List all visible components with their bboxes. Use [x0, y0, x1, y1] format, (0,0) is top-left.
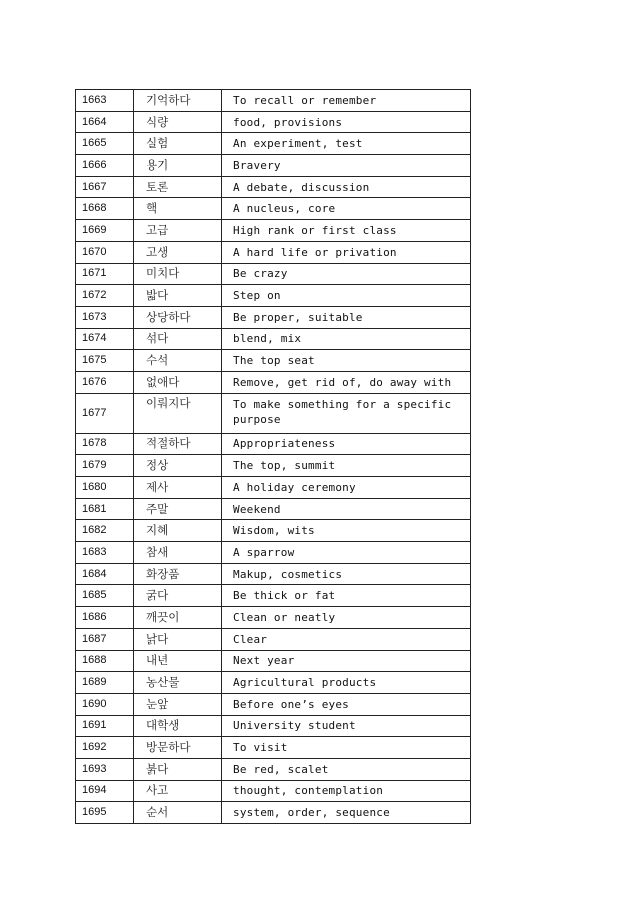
- table-row: [76, 455, 471, 477]
- english-meaning-cell: Next year: [222, 650, 471, 672]
- english-meaning-cell: Be crazy: [222, 263, 471, 285]
- korean-word-cell: 눈앞: [134, 693, 222, 715]
- english-meaning-cell: Be proper, suitable: [222, 306, 471, 328]
- english-meaning-cell: A sparrow: [222, 542, 471, 564]
- table-row: [76, 198, 471, 220]
- korean-word-cell: 대학생: [134, 715, 222, 737]
- table-row: [76, 607, 471, 629]
- entry-number-cell: 1677: [76, 393, 134, 433]
- table-row: [76, 650, 471, 672]
- english-meaning-cell: system, order, sequence: [222, 802, 471, 824]
- korean-word-cell: 핵: [134, 198, 222, 220]
- entry-number-cell: 1687: [76, 628, 134, 650]
- korean-word-cell: 붉다: [134, 758, 222, 780]
- table-row: [76, 155, 471, 177]
- table-row: [76, 498, 471, 520]
- english-meaning-cell: Clear: [222, 628, 471, 650]
- table-row: [76, 520, 471, 542]
- korean-word-cell: 낡다: [134, 628, 222, 650]
- english-meaning-cell: Bravery: [222, 155, 471, 177]
- table-row: [76, 393, 471, 433]
- korean-word-cell: 기억하다: [134, 90, 222, 112]
- entry-number-cell: 1694: [76, 780, 134, 802]
- entry-number-cell: 1670: [76, 241, 134, 263]
- korean-word-cell: 굵다: [134, 585, 222, 607]
- table-row: [76, 350, 471, 372]
- english-meaning-cell: Makup, cosmetics: [222, 563, 471, 585]
- entry-number-cell: 1686: [76, 607, 134, 629]
- entry-number-cell: 1685: [76, 585, 134, 607]
- table-row: [76, 477, 471, 499]
- table-row: [76, 628, 471, 650]
- entry-number-cell: 1664: [76, 111, 134, 133]
- english-meaning-cell: Remove, get rid of, do away with: [222, 371, 471, 393]
- table-row: [76, 672, 471, 694]
- korean-word-cell: 수석: [134, 350, 222, 372]
- korean-word-cell: 화장품: [134, 563, 222, 585]
- entry-number-cell: 1666: [76, 155, 134, 177]
- korean-word-cell: 깨끗이: [134, 607, 222, 629]
- english-meaning-cell: Weekend: [222, 498, 471, 520]
- english-meaning-cell: The top seat: [222, 350, 471, 372]
- english-meaning-cell: To make something for a specific purpose: [222, 393, 471, 433]
- table-row: [76, 737, 471, 759]
- korean-word-cell: 고급: [134, 220, 222, 242]
- korean-word-cell: 순서: [134, 802, 222, 824]
- entry-number-cell: 1684: [76, 563, 134, 585]
- english-meaning-cell: To recall or remember: [222, 90, 471, 112]
- english-meaning-cell: A hard life or privation: [222, 241, 471, 263]
- korean-word-cell: 제사: [134, 477, 222, 499]
- korean-word-cell: 참새: [134, 542, 222, 564]
- table-row: [76, 563, 471, 585]
- korean-word-cell: 사고: [134, 780, 222, 802]
- english-meaning-cell: Step on: [222, 285, 471, 307]
- english-meaning-cell: A holiday ceremony: [222, 477, 471, 499]
- english-meaning-cell: food, provisions: [222, 111, 471, 133]
- table-row: [76, 176, 471, 198]
- english-meaning-cell: thought, contemplation: [222, 780, 471, 802]
- table-row: [76, 306, 471, 328]
- english-meaning-cell: blend, mix: [222, 328, 471, 350]
- entry-number-cell: 1672: [76, 285, 134, 307]
- table-row: [76, 111, 471, 133]
- english-meaning-cell: University student: [222, 715, 471, 737]
- table-row: [76, 241, 471, 263]
- korean-word-cell: 이뤄지다: [134, 393, 222, 433]
- korean-word-cell: 용기: [134, 155, 222, 177]
- entry-number-cell: 1675: [76, 350, 134, 372]
- entry-number-cell: 1693: [76, 758, 134, 780]
- table-row: [76, 758, 471, 780]
- english-meaning-cell: Agricultural products: [222, 672, 471, 694]
- korean-word-cell: 주말: [134, 498, 222, 520]
- korean-word-cell: 적절하다: [134, 433, 222, 455]
- entry-number-cell: 1692: [76, 737, 134, 759]
- vocabulary-table: [75, 89, 471, 824]
- table-row: [76, 263, 471, 285]
- table-row: [76, 715, 471, 737]
- korean-word-cell: 지혜: [134, 520, 222, 542]
- entry-number-cell: 1678: [76, 433, 134, 455]
- korean-word-cell: 없애다: [134, 371, 222, 393]
- entry-number-cell: 1674: [76, 328, 134, 350]
- entry-number-cell: 1690: [76, 693, 134, 715]
- korean-word-cell: 미치다: [134, 263, 222, 285]
- entry-number-cell: 1682: [76, 520, 134, 542]
- table-row: [76, 285, 471, 307]
- entry-number-cell: 1673: [76, 306, 134, 328]
- korean-word-cell: 실험: [134, 133, 222, 155]
- english-meaning-cell: Be thick or fat: [222, 585, 471, 607]
- english-meaning-cell: A nucleus, core: [222, 198, 471, 220]
- korean-word-cell: 내년: [134, 650, 222, 672]
- korean-word-cell: 밟다: [134, 285, 222, 307]
- english-meaning-cell: To visit: [222, 737, 471, 759]
- entry-number-cell: 1668: [76, 198, 134, 220]
- entry-number-cell: 1679: [76, 455, 134, 477]
- entry-number-cell: 1683: [76, 542, 134, 564]
- korean-word-cell: 섞다: [134, 328, 222, 350]
- table-row: [76, 328, 471, 350]
- vocabulary-table-body: [76, 90, 471, 824]
- table-row: [76, 133, 471, 155]
- table-row: [76, 371, 471, 393]
- english-meaning-cell: Wisdom, wits: [222, 520, 471, 542]
- table-row: [76, 220, 471, 242]
- entry-number-cell: 1691: [76, 715, 134, 737]
- table-row: [76, 542, 471, 564]
- table-row: [76, 433, 471, 455]
- english-meaning-cell: Be red, scalet: [222, 758, 471, 780]
- entry-number-cell: 1680: [76, 477, 134, 499]
- english-meaning-cell: Before one’s eyes: [222, 693, 471, 715]
- entry-number-cell: 1667: [76, 176, 134, 198]
- korean-word-cell: 상당하다: [134, 306, 222, 328]
- korean-word-cell: 방문하다: [134, 737, 222, 759]
- korean-word-cell: 식량: [134, 111, 222, 133]
- table-row: [76, 693, 471, 715]
- english-meaning-cell: The top, summit: [222, 455, 471, 477]
- english-meaning-cell: Appropriateness: [222, 433, 471, 455]
- korean-word-cell: 토론: [134, 176, 222, 198]
- entry-number-cell: 1681: [76, 498, 134, 520]
- entry-number-cell: 1689: [76, 672, 134, 694]
- entry-number-cell: 1671: [76, 263, 134, 285]
- table-row: [76, 585, 471, 607]
- entry-number-cell: 1665: [76, 133, 134, 155]
- korean-word-cell: 농산물: [134, 672, 222, 694]
- english-meaning-cell: A debate, discussion: [222, 176, 471, 198]
- entry-number-cell: 1695: [76, 802, 134, 824]
- entry-number-cell: 1663: [76, 90, 134, 112]
- english-meaning-cell: High rank or first class: [222, 220, 471, 242]
- entry-number-cell: 1688: [76, 650, 134, 672]
- korean-word-cell: 고생: [134, 241, 222, 263]
- entry-number-cell: 1669: [76, 220, 134, 242]
- table-row: [76, 802, 471, 824]
- english-meaning-cell: An experiment, test: [222, 133, 471, 155]
- english-meaning-cell: Clean or neatly: [222, 607, 471, 629]
- table-row: [76, 90, 471, 112]
- entry-number-cell: 1676: [76, 371, 134, 393]
- table-row: [76, 780, 471, 802]
- korean-word-cell: 정상: [134, 455, 222, 477]
